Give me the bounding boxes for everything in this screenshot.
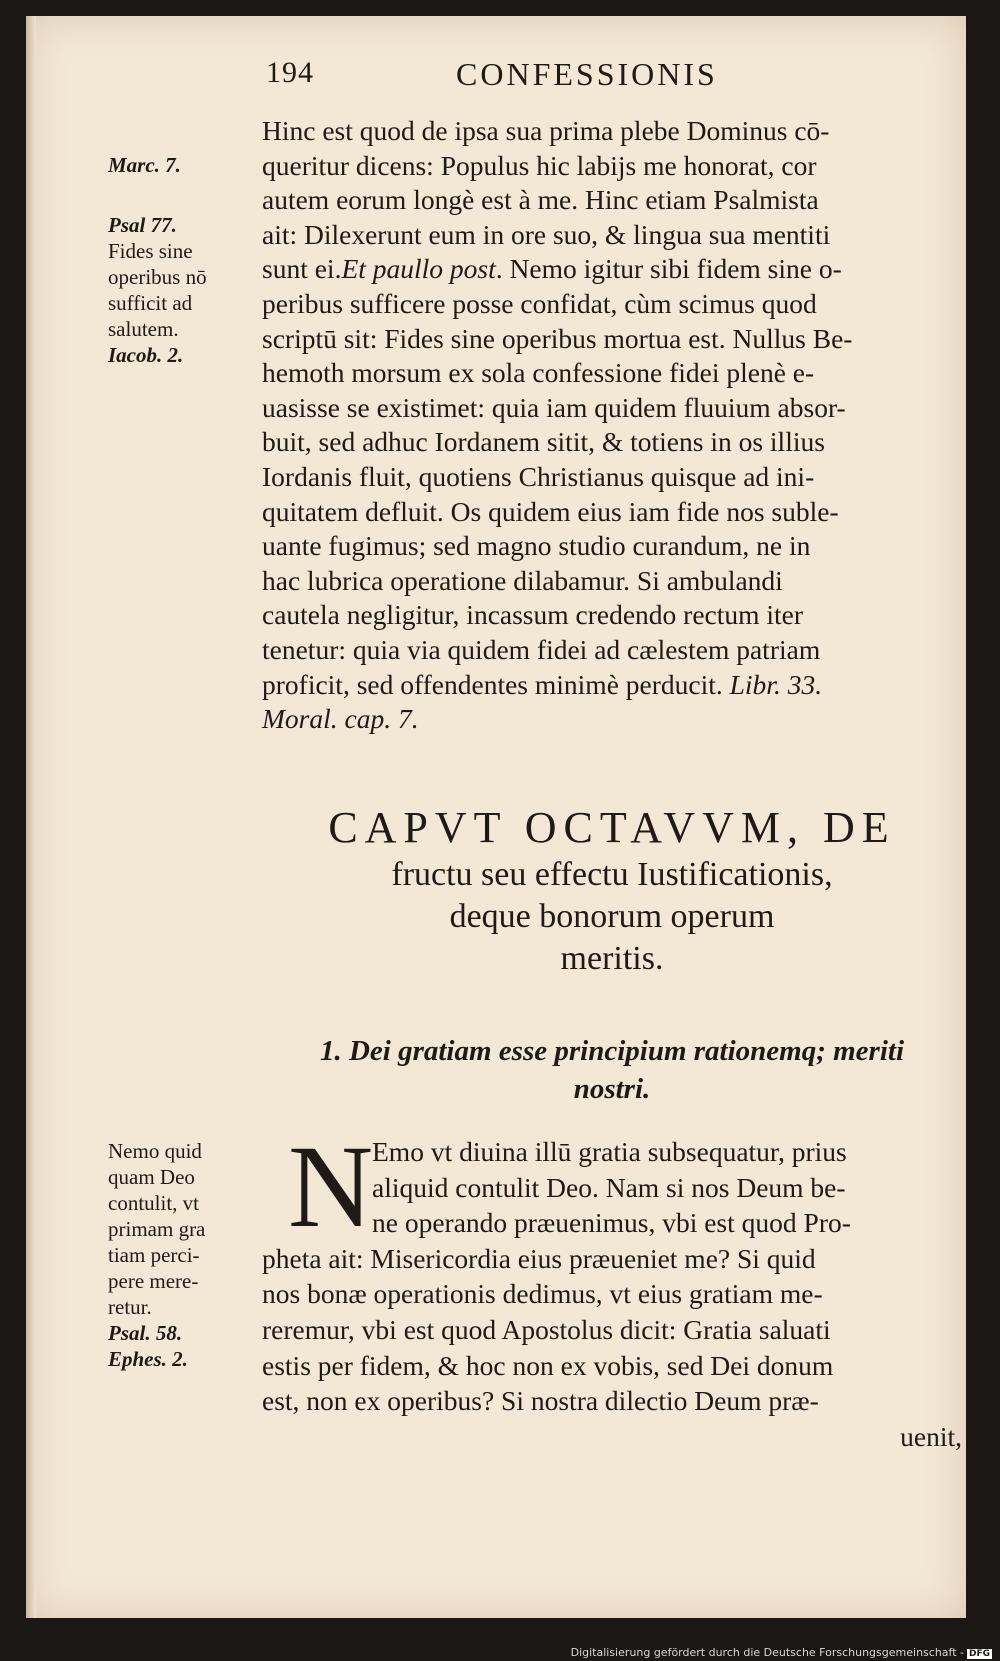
- text-line: queritur dicens: Populus hic labijs me honorat, cor: [262, 149, 817, 181]
- text-line: quitatem defluit. Os quidem eius iam fide nos suble-: [262, 495, 839, 527]
- margin-note-line: retur.: [108, 1295, 152, 1319]
- chapter-heading: [262, 802, 962, 980]
- text-run: sunt ei.: [262, 253, 342, 285]
- text-line: hemoth morsum ex sola confessione fidei plenè e-: [262, 357, 815, 389]
- text-line: hac lubrica operatione dilabamur. Si ambulandi: [262, 564, 783, 596]
- section-number: 1.: [319, 1035, 342, 1067]
- chapter-subtitle-line: meritis.: [560, 940, 664, 977]
- text-line: scriptū sit: Fides sine operibus mortua est. Nullus Be-: [262, 322, 853, 354]
- drop-cap-initial: N: [288, 1121, 374, 1252]
- text-line: uante fugimus; sed magno studio curandum, ne in: [262, 530, 811, 562]
- margin-ref-ephes: Ephes. 2.: [108, 1347, 188, 1371]
- text-line: est, non ex operibus? Si nostra dilectio Deum præ-: [262, 1385, 819, 1417]
- text-line: autem eorum longè est à me. Hinc etiam Psalmista: [262, 184, 819, 216]
- text-line: Hinc est quod de ipsa sua prima plebe Dominus cō-: [262, 115, 830, 146]
- page-number: 194: [266, 56, 314, 89]
- text-run: proficit, sed offendentes minimè perducit.: [262, 668, 723, 700]
- credit-text: Digitalisierung gefördert durch die Deutsche Forschungsgemeinschaft -: [570, 1646, 964, 1659]
- page-gutter-edge: [26, 16, 36, 1618]
- margin-ref-psal: Psal. 58.: [108, 1321, 183, 1345]
- margin-note-line: Fides sine: [108, 239, 193, 263]
- text-line: Emo vt diuina illū gratia subsequatur, prius: [372, 1136, 847, 1167]
- text-run: . Nemo igitur sibi fidem sine o-: [495, 253, 842, 285]
- margin-ref-iacob: Iacob. 2.: [108, 343, 184, 367]
- margin-note-line: tiam perci-: [108, 1243, 200, 1267]
- italic-text-run: Et paullo post: [341, 253, 496, 285]
- margin-ref-marc: Marc. 7.: [108, 153, 181, 177]
- margin-note-line: pere mere-: [108, 1269, 199, 1293]
- text-line: aliquid contulit Deo. Nam si nos Deum be-: [372, 1171, 846, 1203]
- margin-note-line: primam gra: [108, 1217, 206, 1241]
- digitization-credit: [571, 1646, 992, 1659]
- text-line: ait: Dilexerunt eum in ore suo, & lingua sua mentiti: [262, 218, 831, 250]
- margin-ref-psal: Psal 77.: [108, 213, 177, 237]
- text-line: ne operando præuenimus, vbi est quod Pro-: [372, 1207, 851, 1239]
- running-head: [266, 56, 966, 116]
- catchword: uenit,: [900, 1420, 962, 1452]
- text-line: nos bonæ operationis dedimus, vt eius gratiam me-: [262, 1278, 823, 1310]
- text-line: [262, 668, 962, 703]
- text-line: reremur, vbi est quod Apostolus dicit: Gratia saluati: [262, 1313, 831, 1345]
- text-line: [262, 252, 962, 287]
- citation-run: Libr. 33.: [729, 668, 823, 700]
- chapter-title: CAPVT OCTAVVM, DE: [328, 803, 896, 852]
- citation-line: Moral. cap. 7.: [262, 703, 419, 735]
- text-line: buit, sed adhuc Iordanem sitit, & totiens in os illius: [262, 426, 825, 458]
- dfg-logo: DFG: [968, 1649, 990, 1659]
- body-paragraph: [262, 114, 962, 737]
- text-line: estis per fidem, & hoc non ex vobis, sed Dei donum: [262, 1349, 834, 1381]
- margin-note-line: operibus nō: [108, 265, 207, 289]
- margin-notes-bottom: [108, 1138, 268, 1372]
- text-line: Iordanis fluit, quotiens Christianus quisque ad ini-: [262, 460, 815, 492]
- text-line: uasisse se existimet: quia iam quidem fluuium absor-: [262, 391, 846, 423]
- section-paragraph: [262, 1134, 962, 1454]
- text-line: tenetur: quia via quidem fidei ad cælestem patriam: [262, 633, 821, 665]
- section-title-line: Dei gratiam esse principium rationemq; meriti: [348, 1035, 905, 1067]
- running-title: CONFESSIONIS: [456, 56, 718, 92]
- margin-note-line: salutem.: [108, 317, 179, 341]
- chapter-subtitle-line: deque bonorum operum: [449, 898, 775, 935]
- margin-notes-top: [108, 152, 268, 368]
- margin-note-line: contulit, vt: [108, 1191, 199, 1215]
- section-title-line: nostri.: [573, 1073, 651, 1105]
- margin-note-line: sufficit ad: [108, 291, 193, 315]
- chapter-subtitle-line: fructu seu effectu Iustificationis,: [391, 856, 833, 893]
- text-line: pheta ait: Misericordia eius præueniet me? Si quid: [262, 1242, 816, 1274]
- text-line: cautela negligitur, incassum credendo rectum iter: [262, 599, 804, 631]
- text-line: peribus sufficere posse confidat, cùm scimus quod: [262, 287, 817, 319]
- margin-note-line: Nemo quid: [108, 1139, 202, 1163]
- margin-note-line: quam Deo: [108, 1165, 195, 1189]
- section-heading: [262, 1032, 962, 1108]
